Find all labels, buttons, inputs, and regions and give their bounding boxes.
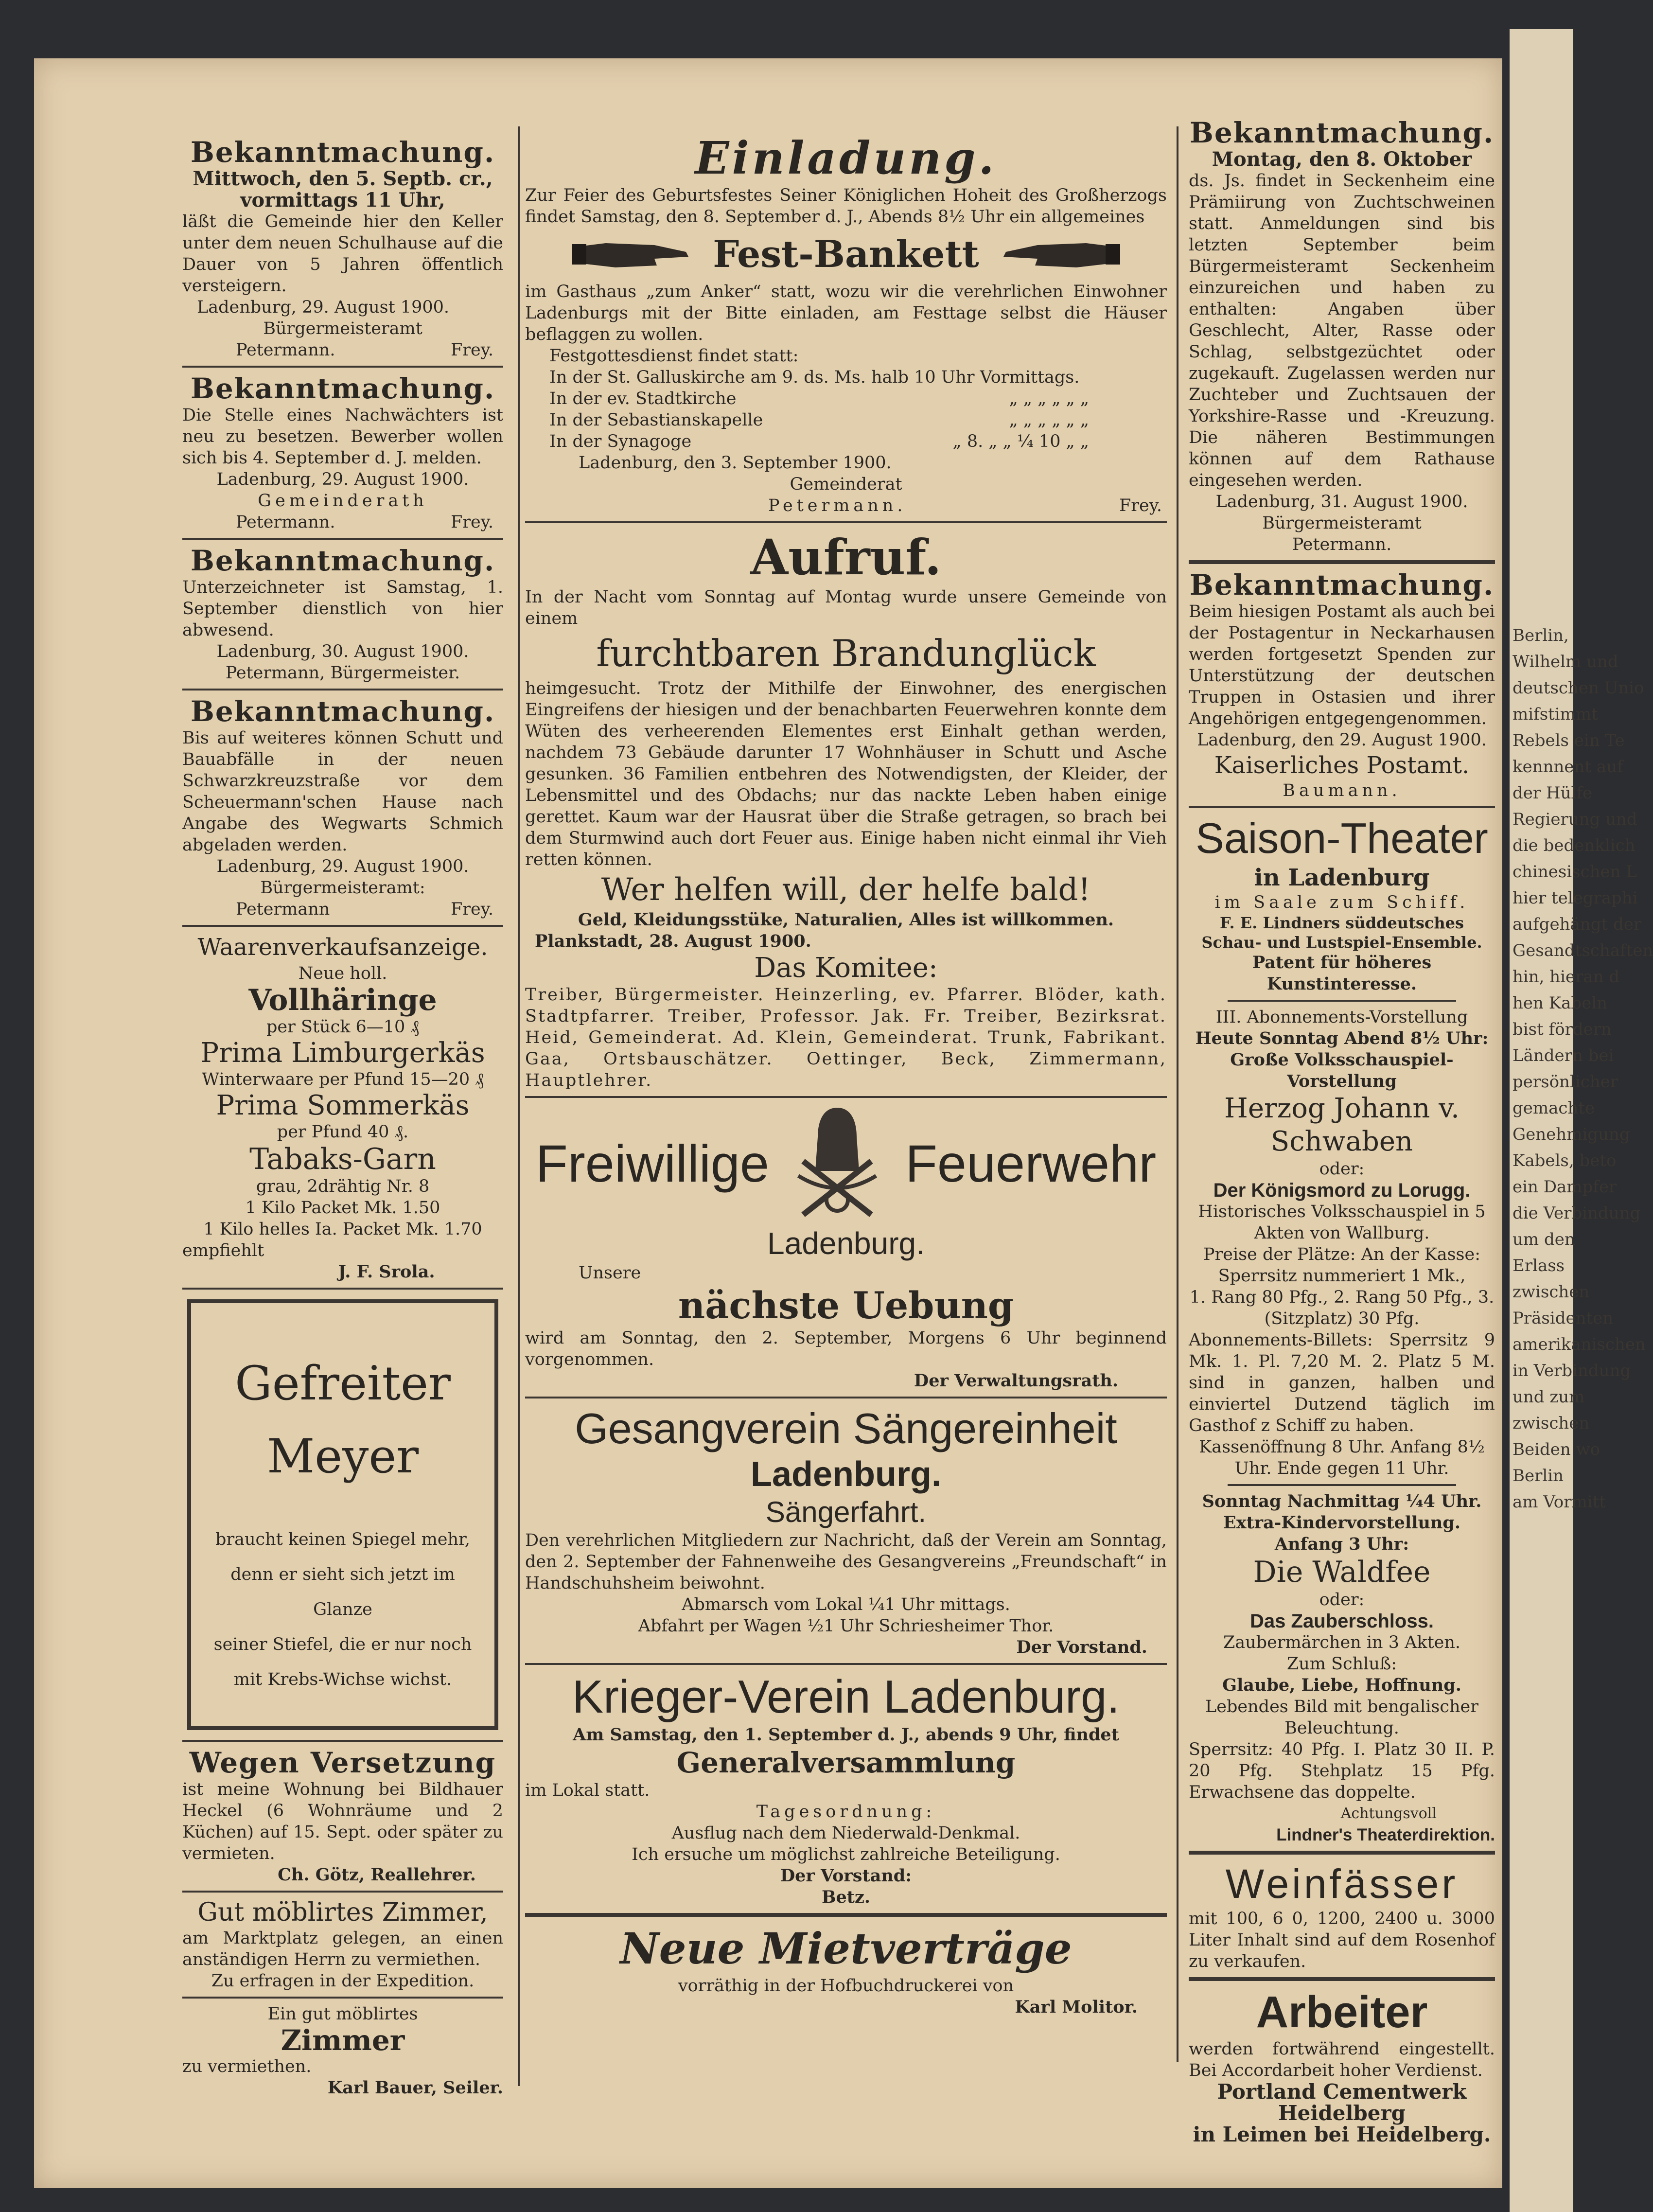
fire-helmet-emblem-icon: [789, 1103, 886, 1224]
body-text: im Lokal statt.: [525, 1781, 650, 1800]
committee-heading: Das Komitee:: [754, 952, 938, 984]
announcement-nightwatch: [182, 372, 503, 533]
theater-advert: [1189, 813, 1495, 1846]
workers-advert: [1189, 1986, 1495, 2145]
heading: Bekanntmachung.: [190, 372, 495, 405]
adjacent-text-line: die Verbindung: [1512, 1203, 1641, 1223]
divider: [525, 1913, 1167, 1917]
line: Historisches Volksschauspiel in 5 Akten von Wallburg.: [1198, 1202, 1486, 1243]
adjacent-text-line: aufgehängt der: [1512, 915, 1642, 934]
fire-brigade-notice: [525, 1103, 1167, 1392]
adjacent-text-line: chinesischen L: [1512, 862, 1637, 882]
line: denn er sieht sich jetzt im Glanze: [230, 1565, 455, 1619]
body-text: im Gasthaus „zum Anker“ statt, wozu wir die verehrlichen Einwohner Ladenburgs mit der Bitte einladen, am Festtage selbst die Häuser beflaggen zu wollen.: [525, 282, 1167, 344]
committee-members: Treiber, Bürgermeister. Heinzerling, ev. Pfarrer. Blöder, kath. Stadtpfarrer. Treiber, Professor. Jak. Fr. Treiber, Bezirksrat. Heid, Gemeinderat. Ad. Klein, Gemeinderat. Trunk, Fabrikant. Gaa, Ortsbauschätzer. Oettinger, Beck, Zimmermann, Hauptlehrer.: [525, 985, 1167, 1090]
heading: Aufruf.: [750, 529, 942, 586]
body-text: mit 100, 6 0, 1200, 2400 u. 3000 Liter Inhalt sind auf dem Rosenhof zu verkaufen.: [1189, 1909, 1495, 1971]
line: Ein gut möblirtes: [267, 2004, 418, 2024]
adjacent-text-line: Kabels, beto: [1512, 1151, 1617, 1170]
adjacent-text-line: kennnent auf: [1512, 757, 1623, 777]
announcement-cellar: [182, 136, 503, 361]
town-name: Ladenburg.: [767, 1226, 925, 1261]
heading: Gut möblirtes Zimmer,: [197, 1898, 488, 1927]
column-rule-left: [518, 126, 520, 2086]
ditto: „ 8. „ „ ¼ 10 „ „: [952, 432, 1089, 451]
line: Große Volksschauspiel-Vorstellung: [1230, 1050, 1454, 1091]
divider: [1228, 1000, 1456, 1002]
adjacent-text-line: persönlicher: [1512, 1072, 1618, 1092]
appeal: [525, 528, 1167, 1091]
line: vorräthig in der Hofbuchdruckerei von: [678, 1976, 1014, 1996]
adjacent-text-line: Regierung und: [1512, 810, 1637, 829]
adjacent-text-line: mifstimmt: [1512, 705, 1598, 724]
line: Ich ersuche um möglichst zahlreiche Beteiligung.: [632, 1845, 1060, 1864]
body-text: Bis auf weiteres können Schutt und Bauabfälle in der neuen Schwarzkreuzstraße vor dem Scheuermann'schen Hause nach Angabe des Wegwarts Schmich abgeladen werden.: [182, 728, 503, 855]
signature-office: Gemeinderat: [790, 475, 902, 494]
adjacent-text-line: der Hülfe: [1512, 783, 1593, 803]
line: Sperrsitz: 40 Pfg. I. Platz 30 II. P. 20 Pfg. Stehplatz 15 Pfg. Erwachsene das doppelte.: [1189, 1740, 1495, 1802]
date-line: Mittwoch, den 5. Septb. cr.,: [193, 167, 493, 190]
heading: Krieger-Verein Ladenburg.: [572, 1671, 1120, 1723]
heading: Bekanntmachung.: [1189, 568, 1495, 602]
disaster-title: furchtbaren Brandunglück: [596, 632, 1096, 675]
divider: [182, 1891, 503, 1893]
adjacent-text-line: Berlin,: [1512, 626, 1569, 645]
divider: [525, 521, 1167, 523]
heading-1: Freiwillige: [535, 1134, 769, 1193]
divider: [525, 1397, 1167, 1398]
line: Achtungsvoll: [1340, 1805, 1437, 1822]
adjacent-text-line: zwischen: [1512, 1282, 1590, 1302]
adjacent-text-line: bist fördern: [1512, 1020, 1612, 1039]
divider: [182, 366, 503, 368]
divider: [182, 538, 503, 540]
line: III. Abonnements-Vorstellung: [1215, 1008, 1468, 1027]
body-text: Am Samstag, den 1. September d. J., abends 9 Uhr, findet: [573, 1725, 1119, 1745]
line: Preise der Plätze: An der Kasse:: [1203, 1245, 1481, 1264]
subheading: in Ladenburg: [1254, 864, 1430, 891]
product-limburger: Prima Limburgerkäs: [200, 1037, 485, 1069]
line: Extra-Kindervorstellung. Anfang 3 Uhr:: [1223, 1513, 1461, 1554]
signature-name-2: Frey.: [1119, 496, 1162, 515]
divider: [525, 1096, 1167, 1098]
body-text: am Marktplatz gelegen, an einen anständigen Herrn zu vermiethen.: [182, 1929, 503, 1969]
middle-column: [525, 131, 1167, 2018]
service-row: In der Sebastianskapelle: [549, 410, 763, 430]
ditto: „ „ „ „ „ „: [1009, 410, 1089, 430]
signature: Der Vorstand.: [1016, 1637, 1147, 1657]
call-to-action: Wer helfen will, der helfe bald!: [601, 872, 1091, 908]
line: Abfahrt per Wagen ½1 Uhr Schriesheimer Thor.: [638, 1616, 1054, 1636]
signature: Der Verwaltungsrath.: [914, 1371, 1118, 1391]
adjacent-text: [1510, 525, 1653, 1515]
line: grau, 2drähtig Nr. 8: [256, 1177, 430, 1196]
place-date: Ladenburg, 30. August 1900.: [216, 642, 469, 661]
place-date: Ladenburg, den 3. September 1900.: [579, 453, 892, 473]
body-text: Beim hiesigen Postamt als auch bei der Postagentur in Neckarhausen werden fortgesetzt Spenden zur Unterstützung der deutschen Truppen in Ostasien und ihrer Angehörigen entgegengenommen.: [1189, 602, 1495, 728]
announcement-absence: [182, 545, 503, 684]
boot-polish-advert: [187, 1299, 498, 1730]
adjacent-text-line: Beiden wo: [1512, 1440, 1600, 1459]
heading: Weinfässer: [1225, 1861, 1459, 1907]
adjacent-masthead: [1510, 29, 1573, 525]
body-text: Zur Feier des Geburtsfestes Seiner Königlichen Hoheit des Großherzogs findet Samstag, den 8. September d. J., Abends 8½ Uhr ein allgemeines: [525, 186, 1167, 227]
heading: Arbeiter: [1256, 1987, 1428, 2037]
agenda-heading: Tagesordnung:: [756, 1802, 936, 1822]
date-line: Montag, den 8. Oktober: [1212, 148, 1472, 171]
room-advert: [182, 1897, 503, 1992]
line: seiner Stiefel, die er nur noch: [213, 1635, 472, 1654]
adjacent-text-line: Rebels ein Te: [1512, 731, 1625, 750]
price-line: Winterwaare per Pfund 15—20 ₰: [202, 1070, 484, 1089]
banquet-title: Fest-Bankett: [713, 232, 979, 276]
pointing-hand-left-icon: [999, 237, 1120, 271]
left-column: [182, 136, 503, 2099]
adjacent-text-line: Gesandtschaften: [1512, 941, 1653, 960]
company-location: in Leimen bei Heidelberg.: [1193, 2123, 1491, 2146]
play-subtitle: Der Königsmord zu Lorugg.: [1213, 1180, 1471, 1201]
heading: Waarenverkaufsanzeige.: [197, 934, 488, 961]
divider: [182, 1740, 503, 1742]
wine-barrels-advert: [1189, 1859, 1495, 1972]
price-line: per Pfund 40 ₰.: [277, 1122, 409, 1142]
heading-2: Meyer: [266, 1429, 419, 1484]
line: 1 Kilo Packet Mk. 1.50: [245, 1198, 440, 1218]
line: Glaube, Liebe, Hoffnung.: [1222, 1675, 1461, 1695]
body-text: Unterzeichneter ist Samstag, 1. September dienstlich von hier abwesend.: [182, 578, 503, 640]
divider: [1189, 1977, 1495, 1981]
donation-line: Geld, Kleidungsstüke, Naturalien, Alles ist willkommen.: [578, 910, 1114, 930]
place-date: Ladenburg, 29. August 1900.: [216, 470, 469, 489]
adjacent-text-line: Wilhelm und: [1512, 652, 1618, 672]
price-line: per Stück 6—10 ₰: [266, 1017, 419, 1037]
heading: Bekanntmachung.: [1189, 116, 1495, 149]
signature: J. F. Srola.: [338, 1262, 435, 1282]
line: Sperrsitz nummeriert 1 Mk.,: [1218, 1266, 1466, 1286]
adjacent-text-line: zwischen: [1512, 1414, 1590, 1433]
signature-name: Petermann.: [1292, 535, 1392, 554]
meeting-title: Generalversammlung: [676, 1746, 1016, 1779]
heading: Bekanntmachung.: [190, 136, 495, 169]
line: 1. Rang 80 Pfg., 2. Rang 50 Pfg., 3. (Sitzplatz) 30 Pfg.: [1189, 1288, 1495, 1328]
divider: [182, 925, 503, 927]
column-rule-right: [1177, 126, 1178, 2062]
adjacent-text-line: gemachte: [1512, 1098, 1595, 1118]
adjacent-text-line: hier telegraphi: [1512, 888, 1638, 908]
body-text: In der Nacht vom Sonntag auf Montag wurde unsere Gemeinde von einem: [525, 587, 1167, 628]
divider: [1189, 1851, 1495, 1855]
line: Patent für höheres Kunstinteresse.: [1252, 953, 1432, 994]
adjacent-text-line: hin, hieran d: [1512, 967, 1620, 987]
adjacent-text-line: Erlass: [1512, 1256, 1565, 1275]
agenda-item: Ausflug nach dem Niederwald-Denkmal.: [671, 1823, 1020, 1843]
sale-advert: [182, 932, 503, 1283]
pointing-hand-right-icon: [572, 237, 693, 271]
service-row: In der Synagoge: [549, 432, 692, 451]
signature-office: Kaiserliches Postamt.: [1214, 752, 1470, 779]
body-text: ds. Js. findet in Seckenheim eine Prämiirung von Zuchtschweinen statt. Anmeldungen sind bis letzten September beim Bürgermeisteramt Seckenheim einzureichen und haben zu enthalten: Angaben über Geschlecht, Alter, Rasse oder Schlag, selbstgezüchtet oder zugekauft. Zugelassen werden nur Zuchteber und Zuchtsauen der Yorkshire-Rasse und -Kreuzung. Die näheren Bestimmungen können auf dem Rathause eingesehen werden.: [1189, 171, 1495, 490]
divider: [525, 1663, 1167, 1665]
place-date: Ladenburg, den 29. August 1900.: [1197, 730, 1487, 750]
exercise-title: nächste Uebung: [678, 1284, 1014, 1327]
signature-office: Gemeinderath: [258, 491, 428, 511]
body-text: wird am Sonntag, den 2. September, Morgens 6 Uhr beginnend vorgenommen.: [525, 1328, 1167, 1369]
line: empfiehlt: [182, 1241, 264, 1260]
play-subtitle-2: Das Zauberschloss.: [1250, 1610, 1434, 1632]
signature: Karl Bauer, Seiler.: [327, 2078, 503, 2098]
signature-name: Baumann.: [1283, 781, 1401, 800]
divider: [182, 1997, 503, 1999]
heading: Zimmer: [281, 2024, 405, 2057]
play-title-2: Die Waldfee: [1253, 1555, 1431, 1589]
signature-office: Der Vorstand:: [780, 1866, 912, 1886]
adjacent-page: [1510, 29, 1653, 2212]
adjacent-text-line: die bedenklich: [1512, 836, 1635, 855]
service-row: In der ev. Stadtkirche: [549, 389, 737, 408]
line: Abonnements-Billets: Sperrsitz 9 Mk. 1. Pl. 7,20 M. 2. Platz 5 M. sind in ganzen, halben und einviertel Dutzend täglich im Gasthof z Schiff zu haben.: [1189, 1330, 1495, 1435]
signature: Petermann, Bürgermeister.: [225, 663, 460, 683]
signature: Lindner's Theaterdirektion.: [1276, 1825, 1495, 1844]
divider: [1189, 560, 1495, 564]
service-intro: Festgottesdienst findet statt:: [549, 346, 799, 366]
body-text: werden fortwährend eingestellt. Bei Accordarbeit hoher Verdienst.: [1189, 2039, 1495, 2080]
subheading: Sängerfahrt.: [765, 1496, 927, 1528]
signature-name: Petermann.: [768, 496, 907, 515]
signature: Karl Molitor.: [1015, 1997, 1138, 2017]
adjacent-text-line: deutschen Unio: [1512, 678, 1644, 698]
adjacent-text-line: Ländern bei: [1512, 1046, 1614, 1065]
play-title: Herzog Johann v. Schwaben: [1224, 1093, 1460, 1157]
line: Zum Schluß:: [1286, 1654, 1397, 1674]
line: im Saale zum Schiff.: [1214, 893, 1469, 912]
adjacent-text-line: um den: [1512, 1230, 1575, 1249]
signature-name-2: Frey.: [451, 340, 493, 360]
body-text: ist meine Wohnung bei Bildhauer Heckel (6 Wohnräume und 2 Küchen) auf 15. Sept. oder später zu vermieten.: [182, 1780, 503, 1863]
line: F. E. Lindners süddeutsches Schau- und Lustspiel-Ensemble.: [1201, 914, 1482, 952]
signature-name-2: Frey.: [451, 900, 493, 919]
line: Kassenöffnung 8 Uhr. Anfang 8½ Uhr. Ende gegen 11 Uhr.: [1199, 1437, 1485, 1478]
divider: [1189, 806, 1495, 808]
announcement-post: [1189, 569, 1495, 801]
line: Unsere: [579, 1263, 641, 1283]
adjacent-text-line: ein Dampfer: [1512, 1177, 1617, 1197]
veterans-notice: [525, 1670, 1167, 1908]
signature-name: Petermann: [236, 900, 330, 919]
place-date: Plankstadt, 28. August 1900.: [535, 931, 811, 951]
announcement-rubble: [182, 695, 503, 920]
body-text: heimgesucht. Trotz der Mithilfe der Einwohner, des energischen Eingreifens der hiesigen und der benachbarten Feuerwehren konnte dem Wüten des verheerenden Elementes erst Einhalt gethan werden, nachdem 73 Gebäude darunter 17 Wohnhäuser in Schutt und Asche gesunken. 36 Familien entbehren des Notwendigsten, der Kleider, der Lebensmittel und des Obdachs; nur das nackte Leben haben einige gerettet. Kaum war der Hausrat über die Straße getragen, so brach bei dem Sturmwind auch dort Feuer aus. Einige haben nicht einmal ihr Vieh retten können.: [525, 679, 1167, 869]
room-advert-2: [182, 2003, 503, 2099]
choir-notice: [525, 1403, 1167, 1658]
ditto: „ „ „ „ „ „: [1009, 389, 1089, 408]
heading: Saison-Theater: [1196, 814, 1488, 862]
product-herring: Vollhäringe: [248, 983, 437, 1017]
signature-name-2: Frey.: [451, 513, 493, 532]
divider: [1228, 1484, 1456, 1486]
signature-office: Bürgermeisteramt: [263, 319, 422, 338]
adjacent-text-line: in Verbindung: [1512, 1361, 1631, 1380]
apartment-advert: [182, 1747, 503, 1886]
town-name: Ladenburg.: [751, 1455, 941, 1494]
body-text: Den verehrlichen Mitgliedern zur Nachricht, daß der Verein am Sonntag, den 2. September der Fahnenweihe des Gesangvereins „Freundschaft“ in Handschuhsheim beiwohnt.: [525, 1531, 1167, 1593]
line: oder:: [1319, 1590, 1365, 1610]
line: Heute Sonntag Abend 8½ Uhr:: [1195, 1028, 1489, 1048]
divider: [182, 1288, 503, 1290]
body-text: läßt die Gemeinde hier den Keller unter dem neuen Schulhause auf die Dauer von 5 Jahren öffentlich versteigern.: [182, 212, 503, 296]
divider: [182, 689, 503, 690]
body-text: Die Stelle eines Nachwächters ist neu zu besetzen. Bewerber wollen sich bis 4. September d. J. melden.: [182, 406, 503, 468]
place-date: Ladenburg, 29. August 1900.: [197, 298, 450, 317]
line: Neue holl.: [298, 964, 387, 983]
company-name: Portland Cementwerk Heidelberg: [1217, 2080, 1467, 2125]
line: zu vermiethen.: [182, 2057, 312, 2076]
service-row: In der St. Galluskirche am 9. ds. Ms. halb 10 Uhr Vormittags.: [549, 368, 1080, 387]
heading-1: Gefreiter: [235, 1356, 451, 1411]
line: mit Krebs-Wichse wichst.: [233, 1670, 452, 1689]
product-summer-cheese: Prima Sommerkäs: [216, 1090, 470, 1121]
signature-name: Petermann.: [236, 513, 335, 532]
heading: Wegen Versetzung: [189, 1746, 496, 1779]
announcement-pig-award: [1189, 117, 1495, 555]
heading-2: Feuerwehr: [905, 1134, 1157, 1193]
heading: Einladung.: [695, 132, 997, 184]
line: Zaubermärchen in 3 Akten.: [1223, 1633, 1461, 1652]
signature-office: Bürgermeisteramt: [1262, 513, 1422, 533]
adjacent-text-line: Genehmigung: [1512, 1125, 1630, 1144]
adjacent-text-line: amerikanischen: [1512, 1335, 1646, 1354]
line: braucht keinen Spiegel mehr,: [215, 1530, 471, 1549]
product-tobacco-yarn: Tabaks-Garn: [249, 1142, 436, 1176]
signature-name: Petermann.: [236, 340, 335, 360]
heading: Neue Mietverträge: [620, 1923, 1072, 1974]
signature-name: Betz.: [821, 1887, 871, 1907]
adjacent-text-line: hen Kabeln: [1512, 993, 1608, 1013]
adjacent-text-line: und zum: [1512, 1387, 1585, 1407]
heading: Bekanntmachung.: [190, 544, 495, 577]
signature: Ch. Götz, Reallehrer.: [278, 1865, 476, 1885]
line: 1 Kilo helles Ia. Packet Mk. 1.70: [203, 1220, 482, 1239]
line: Sonntag Nachmittag ¼4 Uhr.: [1202, 1491, 1482, 1511]
line: oder:: [1319, 1159, 1365, 1179]
right-column: [1189, 117, 1495, 2145]
adjacent-text-line: Berlin: [1512, 1466, 1564, 1486]
adjacent-text-line: Präsidenten: [1512, 1309, 1614, 1328]
line: Zu erfragen in der Expedition.: [211, 1971, 475, 1991]
rental-contracts-advert: [525, 1922, 1167, 2018]
time-line: vormittags 11 Uhr,: [240, 189, 445, 212]
invitation: [525, 131, 1167, 516]
place-date: Ladenburg, 31. August 1900.: [1215, 492, 1468, 512]
heading: Gesangverein Sängereinheit: [575, 1404, 1117, 1452]
adjacent-text-line: am Vormitt: [1512, 1492, 1606, 1512]
place-date: Ladenburg, 29. August 1900.: [216, 857, 469, 876]
signature-office: Bürgermeisteramt:: [260, 878, 425, 898]
line: Lebendes Bild mit bengalischer Beleuchtung.: [1205, 1697, 1478, 1738]
line: Abmarsch vom Lokal ¼1 Uhr mittags.: [682, 1595, 1010, 1614]
heading: Bekanntmachung.: [190, 695, 495, 728]
